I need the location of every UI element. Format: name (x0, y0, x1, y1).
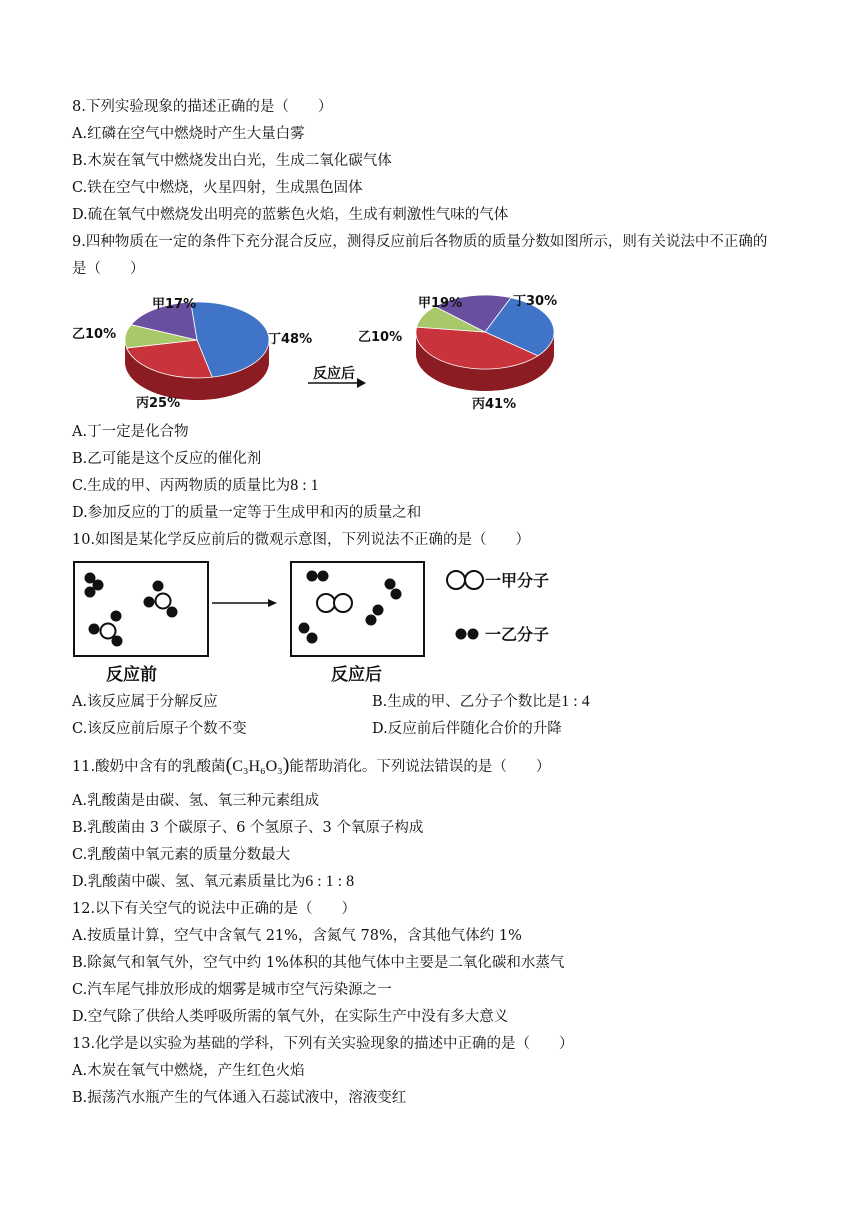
q10-option-b-ratio: 1 : 4 (561, 693, 590, 710)
q9-option-b: B.乙可能是这个反应的催化剂 (72, 451, 262, 467)
q13-option-b: B.振荡汽水瓶产生的气体通入石蕊试液中，溶液变红 (72, 1090, 407, 1106)
legend-jia-label: 一甲分子 (485, 571, 550, 590)
q10-stem: 10.如图是某化学反应前后的微观示意图，下列说法不正确的是（ ） (72, 532, 531, 548)
pie-before-label-bing: 丙25% (136, 396, 181, 411)
pie-after-label-bing: 丙41% (472, 397, 517, 412)
q9-option-a: A.丁一定是化合物 (72, 424, 189, 440)
reaction-arrow-label: 反应后 (313, 366, 355, 382)
q9-stem-line1: 9.四种物质在一定的条件下充分混合反应，测得反应前后各物质的质量分数如图所示，则有关说法中不正确的 (72, 234, 768, 250)
q13-option-a: A.木炭在氧气中燃烧，产生红色火焰 (72, 1063, 305, 1079)
q10-option-a: A.该反应属于分解反应 (72, 694, 218, 710)
pie-after-label-jia: 甲19% (418, 296, 463, 311)
q10-micro-figure (72, 556, 602, 690)
q11-stem-suffix: 能帮助消化。下列说法错误的是（ ） (289, 759, 551, 775)
reaction-arrow-head (357, 378, 366, 388)
pie-after-label-ding: 丁30% (513, 294, 558, 309)
q9-pie-figure (72, 286, 572, 416)
pie-before-label-yi: 乙10% (72, 327, 117, 342)
legend-yi-icon (456, 629, 479, 640)
q10-option-b-text: B.生成的甲、乙分子个数比是 (372, 694, 562, 710)
q8-option-b: B.木炭在氧气中燃烧发出白光，生成二氧化碳气体 (72, 153, 392, 169)
pie-before (125, 302, 269, 400)
before-label: 反应前 (106, 665, 157, 685)
q11-option-d (72, 872, 354, 892)
pie-before-label-jia: 甲17% (152, 297, 197, 312)
micro-arrow-head (268, 599, 277, 607)
q12-option-a: A.按质量计算，空气中含氧气 21%，含氮气 78%，含其他气体约 1% (72, 928, 522, 944)
after-label: 反应后 (331, 665, 382, 685)
q8-option-d: D.硫在氧气中燃烧发出明亮的蓝紫色火焰，生成有刺激性气味的气体 (72, 207, 509, 223)
q11-stem-prefix: 11.酸奶中含有的乳酸菌 (72, 759, 226, 775)
legend-jia-icon (447, 571, 483, 589)
q9-option-c-text: C.生成的甲、丙两物质的质量比为 (72, 478, 291, 494)
q10-option-d: D.反应前后伴随化合价的升降 (372, 721, 562, 737)
q11-formula: C₃H₆O₃ (232, 758, 283, 775)
q12-option-d: D.空气除了供给人类呼吸所需的氧气外，在实际生产中没有多大意义 (72, 1009, 509, 1025)
q9-option-d: D.参加反应的丁的质量一定等于生成甲和丙的质量之和 (72, 505, 422, 521)
q12-option-b: B.除氮气和氧气外，空气中约 1%体积的其他气体中主要是二氧化碳和水蒸气 (72, 955, 565, 971)
q8-option-a: A.红磷在空气中燃烧时产生大量白雾 (72, 126, 305, 142)
q11-stem: 11.酸奶中含有的乳酸菌(C₃H₆O₃)能帮助消化。下列说法错误的是（ ） (72, 754, 551, 776)
q9-stem-line2: 是（ ） (72, 261, 145, 277)
pie-after-label-yi: 乙10% (358, 330, 403, 345)
q9-option-c (72, 476, 319, 496)
q11-option-d-text: D.乳酸菌中碳、氢、氧元素质量比为 (72, 874, 306, 890)
q12-stem: 12.以下有关空气的说法中正确的是（ ） (72, 901, 357, 917)
q9-option-c-ratio: 8 : 1 (290, 477, 319, 494)
legend-yi-label: 一乙分子 (485, 625, 550, 644)
q8-stem: 8.下列实验现象的描述正确的是（ ） (72, 99, 333, 115)
q11-option-b: B.乳酸菌由 3 个碳原子、6 个氢原子、3 个氧原子构成 (72, 820, 424, 836)
q12-option-c: C.汽车尾气排放形成的烟雾是城市空气污染源之一 (72, 982, 392, 998)
q10-option-c: C.该反应前后原子个数不变 (72, 721, 247, 737)
q10-option-b (372, 692, 590, 712)
q11-option-d-ratio: 6 : 1 : 8 (305, 873, 355, 890)
pie-before-label-ding: 丁48% (268, 332, 313, 347)
q11-option-a: A.乳酸菌是由碳、氢、氧三种元素组成 (72, 793, 320, 809)
q11-option-c: C.乳酸菌中氧元素的质量分数最大 (72, 847, 291, 863)
q8-option-c: C.铁在空气中燃烧，火星四射，生成黑色固体 (72, 180, 363, 196)
q13-stem: 13.化学是以实验为基础的学科，下列有关实验现象的描述中正确的是（ ） (72, 1036, 574, 1052)
